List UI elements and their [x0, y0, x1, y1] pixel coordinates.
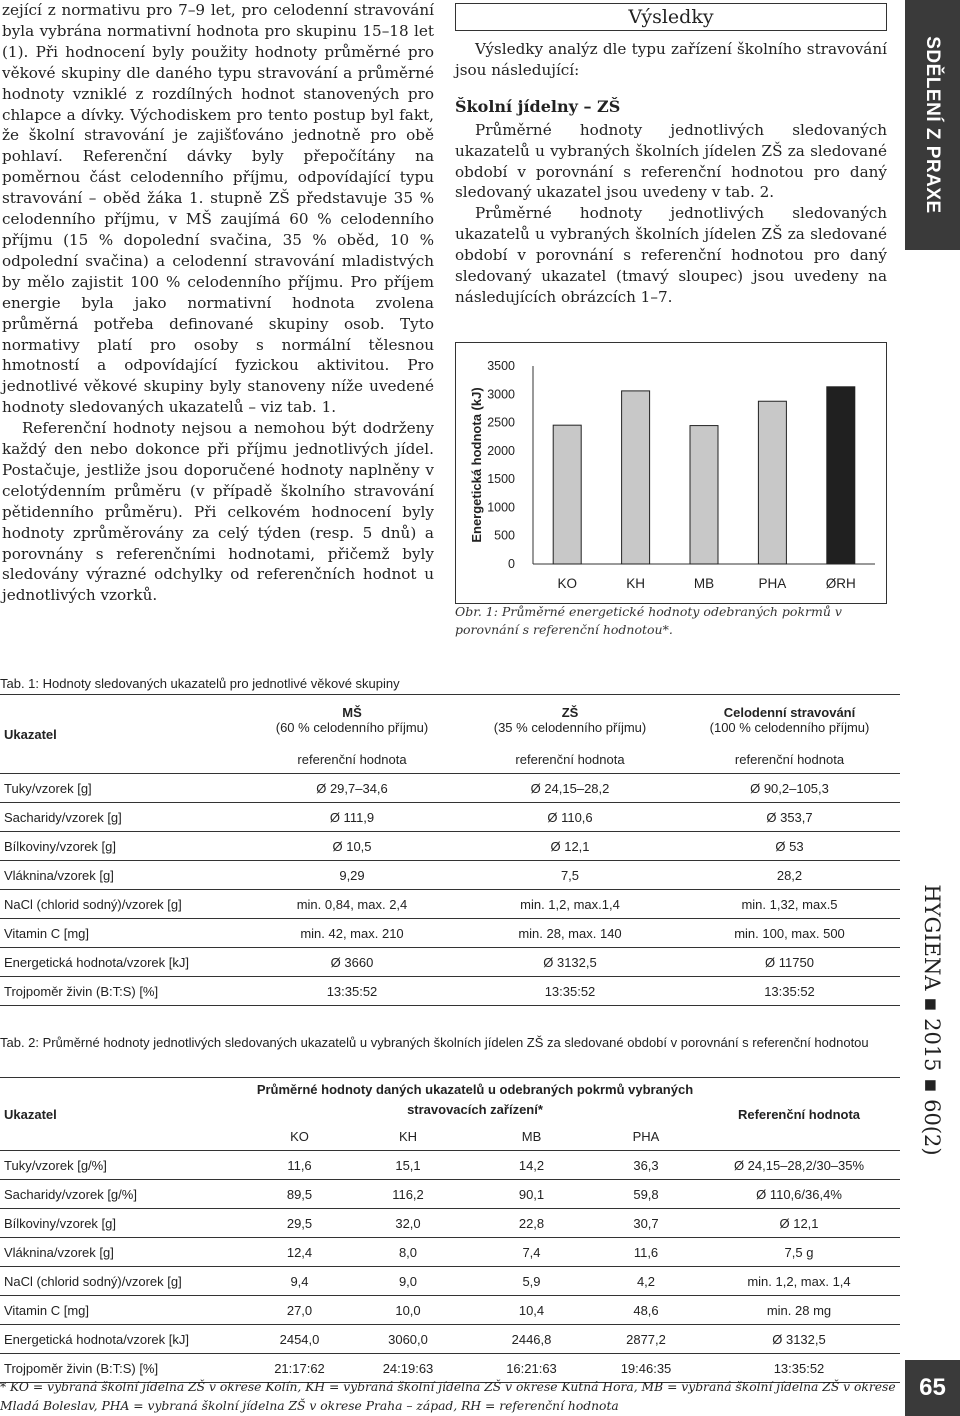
- table-cell: 36,3: [594, 1151, 698, 1180]
- ref-cell: Ø 3132,5: [698, 1325, 900, 1354]
- row-label: Vláknina/vzorek [g]: [0, 1238, 252, 1267]
- table-row: [0, 977, 900, 1006]
- table1-indicator-header: Ukazatel: [0, 695, 243, 774]
- table-cell: Ø 10,5: [243, 832, 461, 861]
- table-cell: Ø 12,1: [461, 832, 679, 861]
- table2-indicator-header: Ukazatel: [0, 1078, 252, 1151]
- page-number: 65: [905, 1360, 960, 1416]
- row-label: NaCl (chlorid sodný)/vzorek [g]: [0, 1267, 252, 1296]
- bar-mb: [690, 426, 718, 564]
- table-row: [0, 1296, 900, 1325]
- ref-label: referenční hodnota: [679, 745, 900, 774]
- row-label: Trojpoměr živin (B:T:S) [%]: [0, 1354, 252, 1383]
- row-label: Bílkoviny/vzorek [g]: [0, 1209, 252, 1238]
- table-cell: Ø 90,2–105,3: [679, 774, 900, 803]
- table-cell: Ø 111,9: [243, 803, 461, 832]
- row-label: Sacharidy/vzorek [g/%]: [0, 1180, 252, 1209]
- x-tick-label: ØRH: [825, 576, 856, 591]
- col-title: Celodenní stravování: [723, 705, 856, 720]
- ref-cell: 7,5 g: [698, 1238, 900, 1267]
- row-label: Energetická hodnota/vzorek [kJ]: [0, 1325, 252, 1354]
- right-text-column: [455, 0, 887, 308]
- table-cell: Ø 3660: [243, 948, 461, 977]
- table-row: [0, 948, 900, 977]
- table-row: [0, 861, 900, 890]
- table1-col-header: [243, 695, 461, 746]
- x-tick-label: KH: [626, 576, 645, 591]
- paragraph: Průměrné hodnoty jednotlivých sledovaných ukazatelů u vybraných školních jídelen ZŠ za sledované období v porovnání s referenční hodnotou pro daný sledovaný ukazatel jsou uvedeny v tab. 2.: [455, 120, 887, 202]
- ref-cell: Ø 12,1: [698, 1209, 900, 1238]
- table-cell: min. 1,2, max.1,4: [461, 890, 679, 919]
- y-tick-label: 2500: [487, 415, 515, 430]
- sub-col-header: KO: [252, 1122, 347, 1151]
- row-label: Vitamin C [mg]: [0, 1296, 252, 1325]
- table-cell: 30,7: [594, 1209, 698, 1238]
- table1-col-header: [679, 695, 900, 746]
- table-cell: 14,2: [469, 1151, 594, 1180]
- y-tick-label: 3000: [487, 387, 515, 402]
- y-tick-label: 500: [494, 528, 515, 543]
- table-cell: 2446,8: [469, 1325, 594, 1354]
- ref-cell: Ø 24,15–28,2/30–35%: [698, 1151, 900, 1180]
- table-cell: 7,4: [469, 1238, 594, 1267]
- bar-ørh: [827, 387, 855, 564]
- table-row: [0, 803, 900, 832]
- table-cell: 32,0: [347, 1209, 469, 1238]
- table-row: [0, 1238, 900, 1267]
- col-subtitle: (60 % celodenního příjmu): [275, 720, 429, 735]
- table-cell: 9,29: [243, 861, 461, 890]
- table-cell: 90,1: [469, 1180, 594, 1209]
- table-row: [0, 832, 900, 861]
- row-label: Energetická hodnota/vzorek [kJ]: [0, 948, 243, 977]
- section-label-band: [905, 0, 960, 250]
- table-row: [0, 1325, 900, 1354]
- table-row: [0, 1151, 900, 1180]
- subheading: Školní jídelny – ZŠ: [455, 96, 621, 116]
- table-cell: Ø 11750: [679, 948, 900, 977]
- table-cell: Ø 353,7: [679, 803, 900, 832]
- figure-caption: Obr. 1: Průměrné energetické hodnoty odebraných pokrmů v porovnání s referenční hodnotou*.: [455, 604, 842, 637]
- table-cell: 9,4: [252, 1267, 347, 1296]
- table-cell: 2454,0: [252, 1325, 347, 1354]
- table-cell: min. 1,32, max.5: [679, 890, 900, 919]
- row-label: Tuky/vzorek [g/%]: [0, 1151, 252, 1180]
- row-label: Vláknina/vzorek [g]: [0, 861, 243, 890]
- table-cell: 116,2: [347, 1180, 469, 1209]
- energy-bar-chart: [455, 342, 887, 604]
- table-cell: 29,5: [252, 1209, 347, 1238]
- table-cell: 10,0: [347, 1296, 469, 1325]
- table2-header-row: [0, 1078, 900, 1123]
- left-text-column: [2, 0, 434, 606]
- ref-cell: min. 1,2, max. 1,4: [698, 1267, 900, 1296]
- table-row: [0, 1267, 900, 1296]
- table-cell: 3060,0: [347, 1325, 469, 1354]
- ref-cell: Ø 110,6/36,4%: [698, 1180, 900, 1209]
- table-cell: 11,6: [594, 1238, 698, 1267]
- row-label: NaCl (chlorid sodný)/vzorek [g]: [0, 890, 243, 919]
- y-tick-label: 2000: [487, 443, 515, 458]
- table-cell: 11,6: [252, 1151, 347, 1180]
- col-title: ZŠ: [561, 705, 579, 720]
- sidebar: [905, 0, 960, 1416]
- journal-label: HYGIENA ▪ 2015 ▪ 60(2): [920, 884, 944, 1156]
- table-cell: 7,5: [461, 861, 679, 890]
- table-cell: Ø 24,15–28,2: [461, 774, 679, 803]
- table1: [0, 694, 900, 1006]
- table2: [0, 1077, 900, 1383]
- col-subtitle: (100 % celodenního příjmu): [709, 720, 870, 735]
- table-cell: 12,4: [252, 1238, 347, 1267]
- y-tick-label: 3500: [487, 359, 515, 373]
- paragraph: Referenční hodnoty nejsou a nemohou být dodrženy každý den nebo dokonce při příjmu jednotlivých jídel. Postačuje, jestliže jsou doporučené hodnoty naplněny v celotýdenním průměru (v případě školního stravování pětidenního průměru). Při celkovém hodnocení byly hodnoty zprůměrovány za celý týden (resp. 5 dnů) a porovnány s referenčními hodnotami, přičemž byly sledovány výrazné odchylky od referenčních hodnot u jednotlivých vzorků.: [2, 419, 434, 605]
- section-label: SDĚLENÍ Z PRAXE: [922, 36, 943, 214]
- table-cell: 5,9: [469, 1267, 594, 1296]
- row-label: Sacharidy/vzorek [g]: [0, 803, 243, 832]
- ref-label: referenční hodnota: [243, 745, 461, 774]
- table-row: [0, 774, 900, 803]
- table-cell: 48,6: [594, 1296, 698, 1325]
- table1-col-header: [461, 695, 679, 746]
- ref-label: referenční hodnota: [461, 745, 679, 774]
- table-cell: 27,0: [252, 1296, 347, 1325]
- paragraph: zející z normativu pro 7–9 let, pro celodenní stravování byla vybrána normativní hodnota pro skupinu 15–18 let (1). Při hodnocení byly použity hodnoty průměrné pro věkové skupiny dle daného typu stravování a průměrné hodnoty vzniklé z rozdílných hodnot stanovených pro chlapce a dívky. Východiskem pro tento postup byl fakt, že školní stravování je zajišťováno jednotně pro obě pohlaví. Referenční dávky byly přepočítány na poměrnou část celodenního příjmu, odpovídající typu stravování – oběd žáka 1. stupně ZŠ představuje 35 % celodenního příjmu, v MŠ zaujímá 60 % celodenního příjmu (15 % dopolední svačina, 35 % oběd, 10 % odpolední svačina) a celodenní stravování mladistvých by mělo zajistit 100 % celodenního příjmu. Pro příjem energie byla jako normativní hodnota zvolena průměrná potřeba definované skupiny osob. Tyto normativy platí pro osoby s normální tělesnou hmotností a odpovídající fyzickou aktivitou. Pro jednotlivé věkové skupiny byly stanoveny níže uvedené hodnoty sledovaných ukazatelů – viz tab. 1.: [2, 1, 434, 417]
- table-cell: 13:35:52: [461, 977, 679, 1006]
- y-tick-label: 1000: [487, 500, 515, 515]
- y-axis-label: Energetická hodnota (kJ): [469, 387, 484, 543]
- paragraph: Průměrné hodnoty jednotlivých sledovaných ukazatelů u vybraných školních jídelen ZŠ za sledované období v porovnání s referenční hodnotou pro daný sledovaný ukazatel (tmavý sloupec) jsou uvedeny na následujících obrázcích 1–7.: [455, 204, 887, 306]
- table-cell: 10,4: [469, 1296, 594, 1325]
- table-cell: 24:19:63: [347, 1354, 469, 1383]
- table-cell: 8,0: [347, 1238, 469, 1267]
- sub-col-header: KH: [347, 1122, 469, 1151]
- table2-caption: Tab. 2: Průměrné hodnoty jednotlivých sledovaných ukazatelů u vybraných školních jídelen ZŠ za sledované období v porovnání s referenční hodnotou: [0, 1035, 869, 1050]
- table2-ref-header: Referenční hodnota: [698, 1078, 900, 1151]
- x-tick-label: MB: [693, 576, 715, 591]
- table-cell: 21:17:62: [252, 1354, 347, 1383]
- col-subtitle: (35 % celodenního příjmu): [493, 720, 647, 735]
- table-cell: 89,5: [252, 1180, 347, 1209]
- x-tick-label: KO: [557, 576, 577, 591]
- table-cell: 22,8: [469, 1209, 594, 1238]
- bar-kh: [622, 391, 650, 564]
- table-cell: min. 28, max. 140: [461, 919, 679, 948]
- x-tick-label: PHA: [758, 576, 787, 591]
- bar-ko: [553, 425, 581, 564]
- ref-cell: min. 28 mg: [698, 1296, 900, 1325]
- ref-cell: 13:35:52: [698, 1354, 900, 1383]
- table-cell: 2877,2: [594, 1325, 698, 1354]
- table-cell: 16:21:63: [469, 1354, 594, 1383]
- y-tick-label: 1500: [487, 472, 515, 487]
- sub-col-header: PHA: [594, 1122, 698, 1151]
- table-cell: 13:35:52: [243, 977, 461, 1006]
- table-cell: Ø 3132,5: [461, 948, 679, 977]
- footnote: * KO = vybraná školní jídelna ZŠ v okrese Kolín, KH = vybraná školní jídelna ZŠ v okrese Kutná Hora, MB = vybraná školní jídelna ZŠ v okrese Mladá Boleslav, PHA = vybraná školní jídelna ZŠ v okrese Praha – západ, RH = referenční hodnota: [0, 1380, 896, 1413]
- col-title: MŠ: [342, 705, 362, 720]
- paragraph: Výsledky analýz dle typu zařízení školního stravování jsou následující:: [455, 40, 887, 79]
- table-row: [0, 919, 900, 948]
- row-label: Vitamin C [mg]: [0, 919, 243, 948]
- table-cell: min. 100, max. 500: [679, 919, 900, 948]
- table-cell: Ø 53: [679, 832, 900, 861]
- table-cell: 19:46:35: [594, 1354, 698, 1383]
- row-label: Tuky/vzorek [g]: [0, 774, 243, 803]
- y-tick-label: 0: [508, 557, 515, 571]
- table-cell: min. 0,84, max. 2,4: [243, 890, 461, 919]
- row-label: Bílkoviny/vzorek [g]: [0, 832, 243, 861]
- table-cell: Ø 29,7–34,6: [243, 774, 461, 803]
- bar-pha: [758, 401, 786, 564]
- table-cell: Ø 110,6: [461, 803, 679, 832]
- table-cell: 9,0: [347, 1267, 469, 1296]
- table-cell: 4,2: [594, 1267, 698, 1296]
- sub-col-header: MB: [469, 1122, 594, 1151]
- table2-group-header: Průměrné hodnoty daných ukazatelů u odebraných pokrmů vybraných stravovacích zařízení*: [252, 1078, 698, 1123]
- table-cell: 13:35:52: [679, 977, 900, 1006]
- table-row: [0, 890, 900, 919]
- table-row: [0, 1209, 900, 1238]
- table-cell: 15,1: [347, 1151, 469, 1180]
- row-label: Trojpoměr živin (B:T:S) [%]: [0, 977, 243, 1006]
- table1-header-row: [0, 695, 900, 746]
- table-cell: 59,8: [594, 1180, 698, 1209]
- table-cell: 28,2: [679, 861, 900, 890]
- table1-caption: Tab. 1: Hodnoty sledovaných ukazatelů pro jednotlivé věkové skupiny: [0, 676, 400, 691]
- section-title: Výsledky: [455, 3, 887, 31]
- table-row: [0, 1180, 900, 1209]
- table-cell: min. 42, max. 210: [243, 919, 461, 948]
